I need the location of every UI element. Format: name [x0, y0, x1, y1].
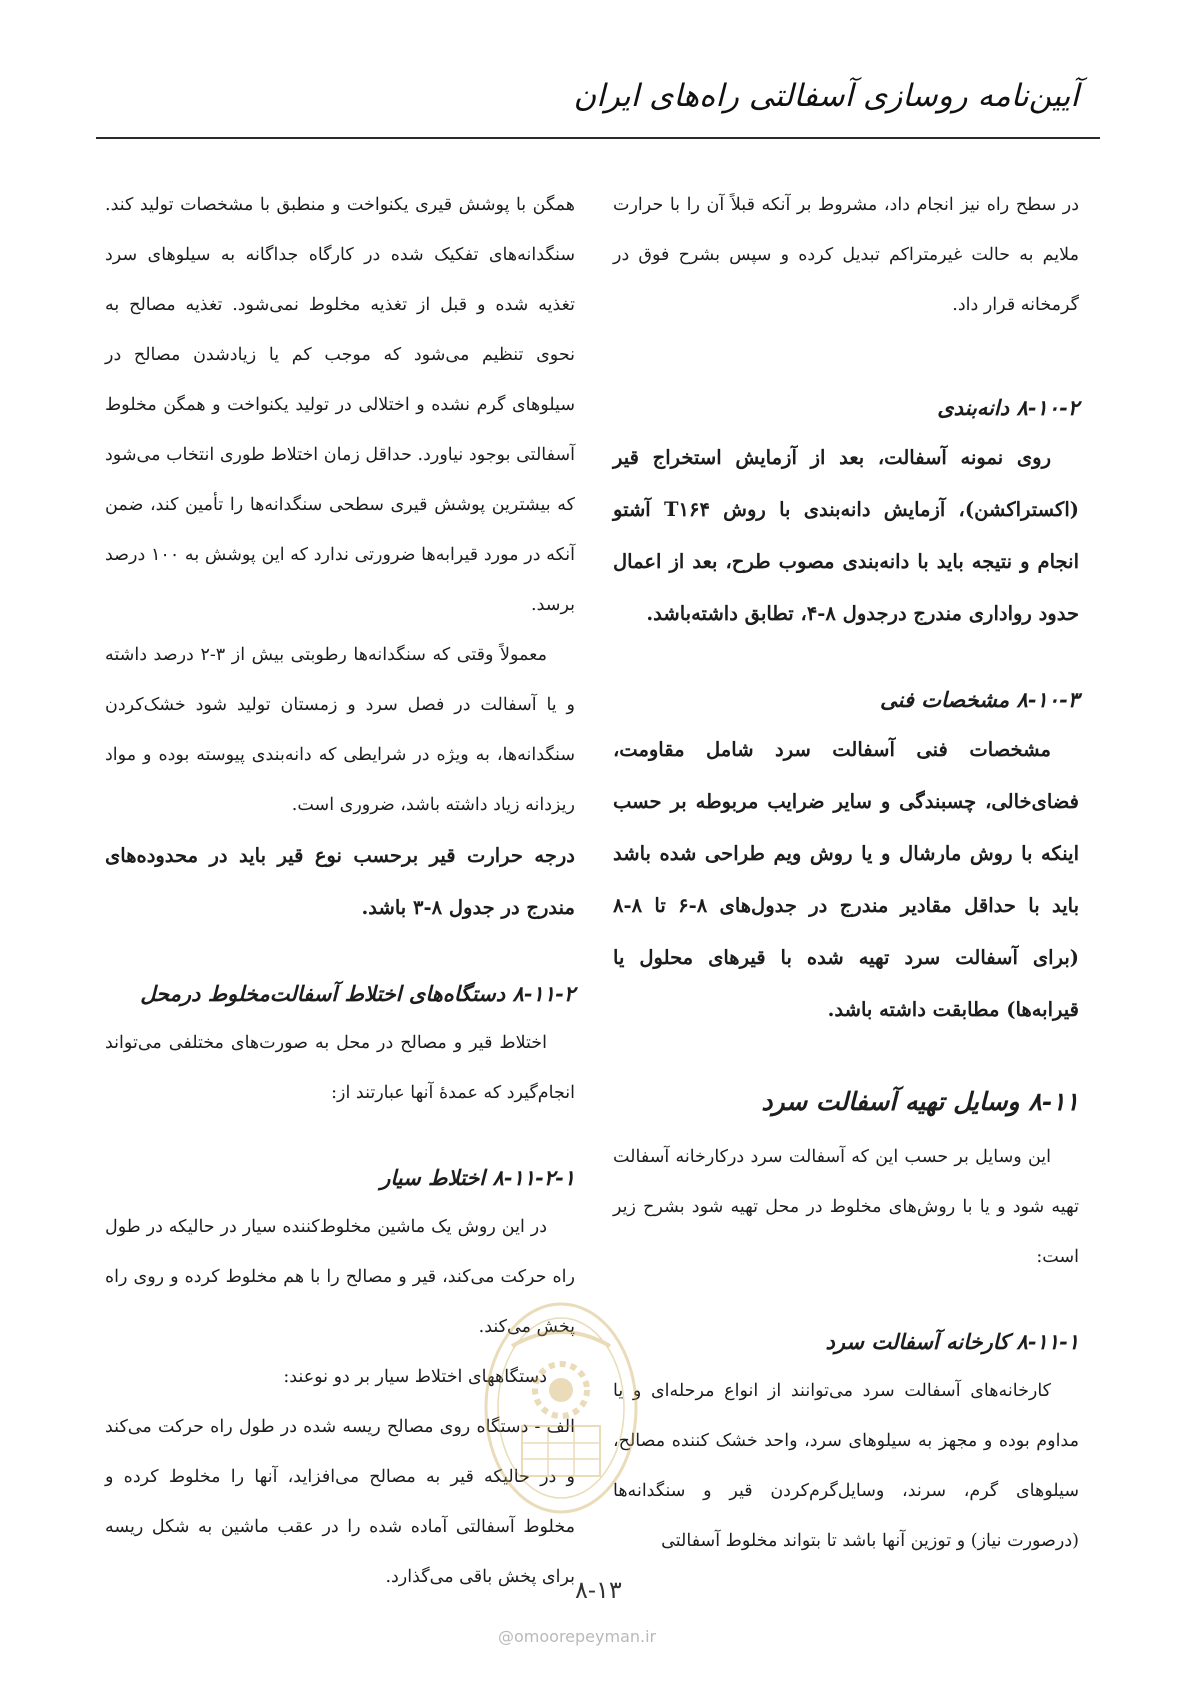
travel-mixer-types-paragraph: دستگاههای اختلاط سیار بر دو نوعند: — [283, 1367, 547, 1387]
binder-temperature-paragraph: درجه حرارت قیر برحسب نوع قیر باید در محدوده‌های مندرج در جدول ۸-۳ باشد. — [105, 844, 575, 919]
equipment-paragraph: این وسایل بر حسب این که آسفالت سرد درکارخانه آسفالت تهیه شود و یا با روش‌های مخلوط در محل تهیه شود بشرح زیر است: — [613, 1147, 1079, 1267]
section-heading-travel-mixing: ۸-۱۱-۲-۱ اختلاط سیار — [380, 1165, 575, 1190]
section-heading-cold-asphalt-equipment: ۸-۱۱ وسایل تهیه آسفالت سرد — [761, 1087, 1079, 1116]
section-heading-technical-specs: ۸-۱۰-۳ مشخصات فنی — [880, 687, 1079, 712]
technical-specs-paragraph: مشخصات فنی آسفالت سرد شامل مقاومت، فضای‌خالی، چسبندگی و سایر ضرایب مربوطه بر حسب اینکه با روش مارشال و یا روش ویم طراحی شده باشد باید با حداقل مقادیر مندرج در جدول‌های ۸-۶ تا ۸-۸ (برای آسفالت سرد تهیه شده با قیرهای محلول یا قیرابه‌ها) مطابقت داشته باشد. — [613, 738, 1079, 1021]
watermark-seal-icon — [482, 1298, 640, 1518]
drying-paragraph: معمولاً وقتی که سنگدانه‌ها رطوبتی بیش از ۳-۲ درصد داشته و یا آسفالت در فصل سرد و زمستان تولید شود خشک‌کردن سنگدانه‌ها، به ویژه در شرایطی که دانه‌بندی پیوسته بوده و مواد ریزدانه زیاد داشته باشد، ضروری است. — [105, 645, 575, 815]
gradation-paragraph: روی نمونه آسفالت، بعد از آزمایش استخراج قیر (اکستراکشن)، آزمایش دانه‌بندی با روش T۱۶۴ آشتو انجام و نتیجه باید با دانه‌بندی مصوب طرح، بعد از اعمال حدود رواداری مندرج درجدول ۸-۴، تطابق داشته‌باشد. — [613, 446, 1079, 625]
running-header-title: آیین‌نامه روسازی آسفالتی راه‌های ایران — [573, 78, 1079, 114]
section-heading-mixed-in-place-devices: ۸-۱۱-۲ دستگاه‌های اختلاط آسفالت‌مخلوط در‌محل — [140, 981, 575, 1006]
header-rule — [96, 137, 1100, 139]
continuation-paragraph: همگن با پوشش قیری یکنواخت و منطبق با مشخصات تولید کند. سنگدانه‌های تفکیک شده در کارگاه جداگانه به سیلوهای سرد تغذیه شده و قبل از تغذیه مخلوط نمی‌شود. تغذیه مصالح به نحوی تنظیم می‌شود که موجب کم یا زیادشدن مصالح در سیلوهای گرم نشده و اختلالی در تولید یکنواخت و همگن مخلوط آسفالتی بوجود نیاورد. حداقل زمان اختلاط طوری انتخاب می‌شود که بیشترین پوشش قیری سطحی سنگدانه‌ها را تأمین کند، ضمن آنکه در مورد قیرابه‌ها ضرورتی ندارد که این پوشش به ۱۰۰ درصد برسد. — [105, 195, 575, 615]
mixed-in-place-paragraph: اختلاط قیر و مصالح در محل به صورت‌های مختلفی می‌تواند انجام‌گیرد که عمدهٔ آنها عبارتند از: — [105, 1033, 575, 1103]
site-watermark: @omoorepeyman.ir — [498, 1627, 657, 1646]
travel-mixer-type-a-paragraph: الف - دستگاه روی مصالح ریسه شده در طول راه حرکت می‌کند و در حالیکه قیر به مصالح می‌افزاید، آنها را مخلوط کرده و مخلوط آسفالتی آماده شده را در عقب ماشین به شکل ریسه برای پخش باقی می‌گذارد. — [105, 1417, 575, 1587]
plant-paragraph: کارخانه‌های آسفالت سرد می‌توانند از انواع مرحله‌ای و یا مداوم بوده و مجهز به سیلوهای سرد، واحد خشک کننده مصالح، سیلوهای گرم، سرند، وسایل‌گرم‌کردن قیر و سنگدانه‌ها (درصورت نیاز) و توزین آنها باشد تا بتواند مخلوط آسفالتی — [613, 1381, 1079, 1551]
intro-paragraph: در سطح راه نیز انجام داد، مشروط بر آنکه قبلاً آن را با حرارت ملایم به حالت غیرمتراکم تبدیل کرده و سپس بشرح فوق در گرمخانه قرار داد. — [613, 195, 1079, 315]
section-heading-gradation: ۸-۱۰-۲ دانه‌بندی — [937, 395, 1079, 420]
section-heading-cold-asphalt-plant: ۸-۱۱-۱ کارخانه آسفالت سرد — [825, 1329, 1079, 1354]
page-number: ۸-۱۳ — [575, 1576, 622, 1604]
travel-mixing-paragraph: در این روش یک ماشین مخلوط‌کننده سیار در حالیکه در طول راه حرکت می‌کند، قیر و مصالح را با هم مخلوط کرده و روی راه پخش می‌کند. — [105, 1217, 575, 1337]
right-column — [613, 180, 1079, 1566]
